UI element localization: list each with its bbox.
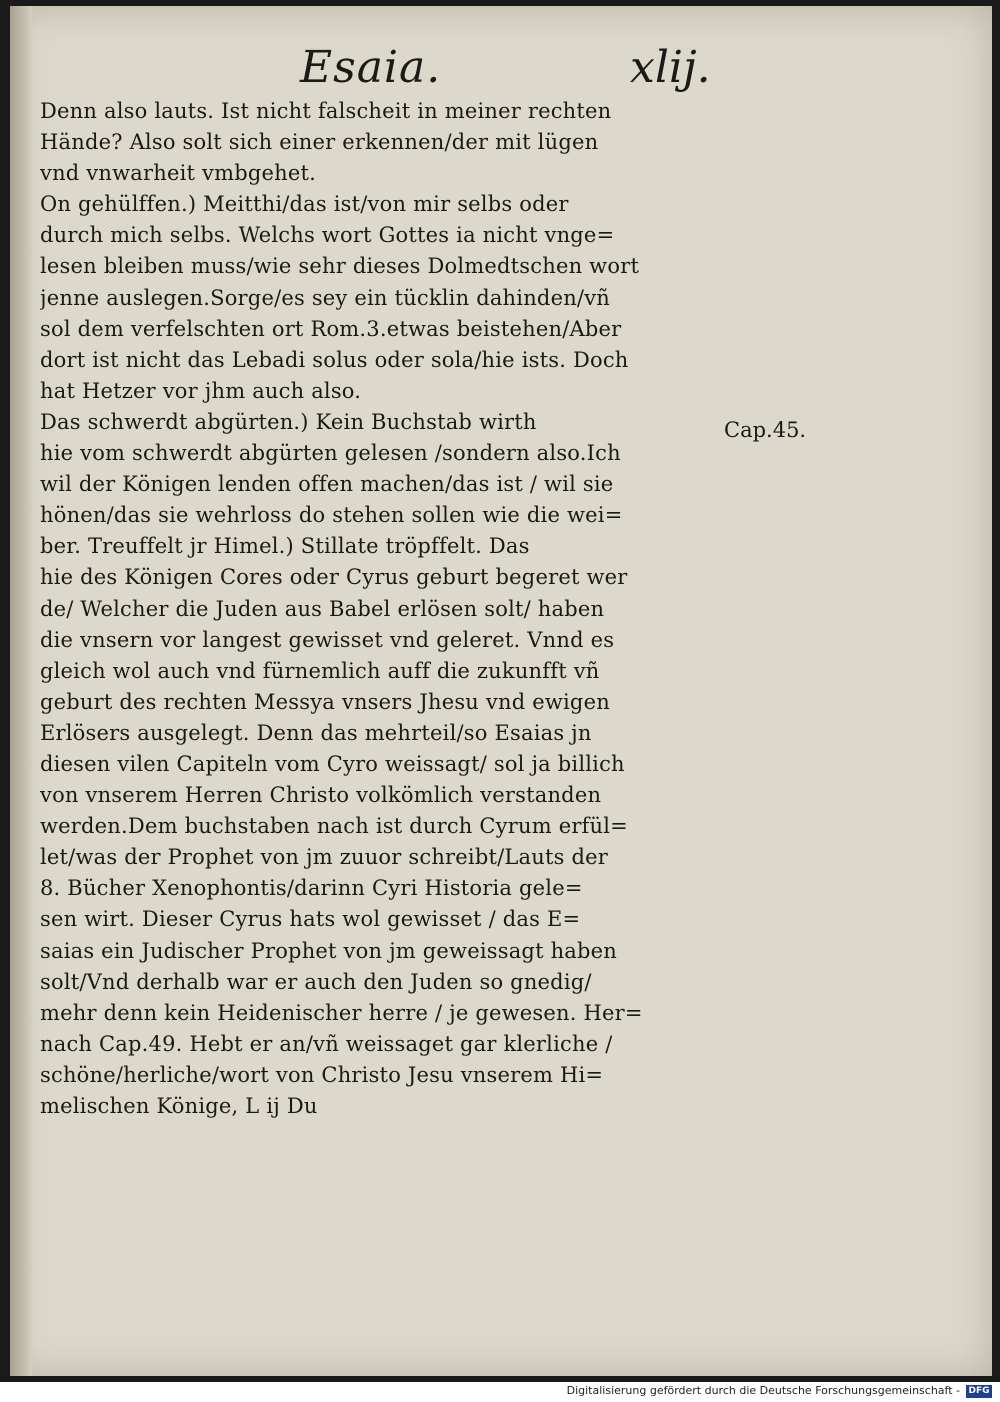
text-line: saias ein Judischer Prophet von jm geweissagt haben: [40, 938, 618, 963]
text-line: nach Cap.49. Hebt er an/vñ weissaget gar klerliche /: [40, 1031, 613, 1056]
text-line: solt/Vnd derhalb war er auch den Juden so gnedig/: [40, 969, 592, 994]
text-line: gleich wol auch vnd fürnemlich auff die zukunfft vñ: [40, 658, 600, 683]
text-line: sen wirt. Dieser Cyrus hats wol gewisset / das E=: [40, 907, 581, 932]
text-line: hat Hetzer vor jhm auch also.: [40, 378, 362, 403]
text-line: de/ Welcher die Juden aus Babel erlösen solt/ haben: [40, 596, 605, 621]
text-line: vnd vnwarheit vmbgehet.: [40, 161, 316, 186]
text-line: let/was der Prophet von jm zuuor schreibt/Lauts der: [40, 845, 608, 870]
book-page: [10, 6, 992, 1376]
page-binding-edge: [10, 6, 32, 1376]
text-line: schöne/herliche/wort von Christo Jesu vnserem Hi=: [40, 1062, 604, 1087]
text-line: die vnsern vor langest gewisset vnd geleret. Vnnd es: [40, 627, 615, 652]
text-line: sol dem verfelschten ort Rom.3.etwas beistehen/Aber: [40, 316, 622, 341]
running-title: Esaia.: [300, 42, 442, 93]
text-line: On gehülffen.) Meitthi/das ist/von mir selbs oder: [40, 192, 569, 217]
text-line: Hände? Also solt sich einer erkennen/der mit lügen: [40, 130, 599, 155]
text-line: von vnserem Herren Christo volkömlich verstanden: [40, 783, 602, 808]
text-line: wil der Königen lenden offen machen/das ist / wil sie: [40, 472, 614, 497]
text-line: Erlösers ausgelegt. Denn das mehrteil/so Esaias jn: [40, 720, 592, 745]
text-line: jenne auslegen.Sorge/es sey ein tücklin dahinden/vñ: [40, 285, 610, 310]
text-line: hie des Königen Cores oder Cyrus geburt begeret wer: [40, 565, 628, 590]
text-line: ber. Treuffelt jr Himel.) Stillate tröpffelt. Das: [40, 534, 530, 559]
margin-note-chapter: Cap.45.: [724, 418, 807, 442]
text-line: mehr denn kein Heidenischer herre / je gewesen. Her=: [40, 1000, 643, 1025]
text-line: Das schwerdt abgürten.) Kein Buchstab wirth: [40, 409, 537, 434]
text-line: diesen vilen Capiteln vom Cyro weissagt/ sol ja billich: [40, 751, 625, 776]
dfg-logo-icon: DFG: [966, 1385, 992, 1398]
text-line: durch mich selbs. Welchs wort Gottes ia nicht vnge=: [40, 223, 615, 248]
folio-number: xlij.: [630, 42, 711, 93]
text-line: lesen bleiben muss/wie sehr dieses Dolmedtschen wort: [40, 254, 640, 279]
body-text: [40, 96, 720, 1122]
text-line: dort ist nicht das Lebadi solus oder sola/hie ists. Doch: [40, 347, 629, 372]
text-line: geburt des rechten Messya vnsers Jhesu vnd ewigen: [40, 689, 610, 714]
text-line: hönen/das sie wehrloss do stehen sollen wie die wei=: [40, 503, 623, 528]
text-line: melischen Könige, L ij Du: [40, 1094, 318, 1118]
text-line: hie vom schwerdt abgürten gelesen /sondern also.Ich: [40, 441, 621, 466]
funding-credit: Digitalisierung gefördert durch die Deutsche Forschungsgemeinschaft -: [566, 1384, 960, 1397]
text-line: 8. Bücher Xenophontis/darinn Cyri Historia gele=: [40, 876, 583, 901]
text-line: Denn also lauts. Ist nicht falscheit in meiner rechten: [40, 99, 612, 123]
text-line: werden.Dem buchstaben nach ist durch Cyrum erfül=: [40, 814, 628, 839]
